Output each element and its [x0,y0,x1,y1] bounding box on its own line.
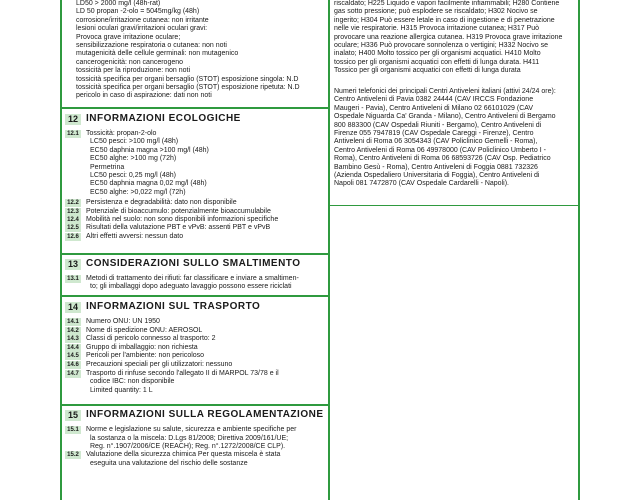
subsection-13-1 [62,275,328,283]
subsection-number: 13.1 [65,275,81,283]
subsection-number: 15.2 [65,451,81,459]
tox-line: tossicità specifica per organi bersaglio (STOT) esposizione ripetuta: N.D [76,84,300,92]
eco-line: EC50 daphnia magna >100 mg/l (48h) [90,146,209,154]
right-column-divider [328,205,578,206]
hazard-line: riscaldato; H225 Liquido e vapori facilmente infiammabili; H280 Contiene [334,0,560,7]
section-14 [62,300,328,395]
tox-line: sensibilizzazione respiratoria o cutanea: non noti [76,42,227,50]
tox-line: LD 50 propan -2-olo = 5045mg/kg (48h) [76,8,200,16]
hazard-statements [334,0,574,76]
subsection-text: Persistenza e degradabilità: dato non disponibile [86,199,237,207]
subsection-15-2 [62,451,328,460]
section-12-header [62,112,328,126]
subsection-number: 12.4 [65,216,81,224]
tox-line: lesioni oculari gravi/irritazioni oculari gravi: [76,25,208,33]
subsection-number: 14.4 [65,344,81,352]
subsection-12-3 [62,208,328,216]
subsection-12-2 [62,199,328,207]
tox-line: tossicità specifica per organi bersaglio (STOT) esposizione singola: N.D [76,75,299,83]
section-number: 15 [65,410,81,421]
subsection-text: Norme e legislazione su salute, sicurezza e ambiente specifiche per [86,426,297,433]
subsection-number: 14.1 [65,318,81,326]
eco-line: LC50 pesci: 0,25 mg/l (48h) [90,172,176,180]
poison-center-line: Centro Antiveleni di Roma 06 49978000 (CAV Policlinico Umberto I - [334,146,546,154]
subsection-text: Nome di spedizione ONU: AEROSOL [86,326,203,334]
subsection-14-3 [62,335,328,344]
poison-center-line: (Azienda Ospedaliero Universitaria di Foggia), Centro Antiveleni di [334,172,540,180]
subsection-15-1 [62,426,328,435]
subsection-text: Trasporto di rinfuse secondo l'allegato II di MARPOL 73/78 e il [86,369,279,377]
eco-line: LC50 pesci: >100 mg/l (48h) [90,138,179,146]
section-title: INFORMAZIONI SULLA REGOLAMENTAZIONE [86,409,324,420]
tox-line: cancerogenicità: non cancerogeno [76,58,184,66]
hazard-line: ingerito; H304 Può essere letale in caso di ingestione e di penetrazione [334,16,555,24]
disposal-line: to; gli imballaggi dopo adeguato lavaggio possono essere riciclati [90,283,292,291]
eco-line: EC50 alghe: >100 mg (72h) [90,155,177,163]
subsection-14-4 [62,344,328,353]
section-13 [62,257,328,292]
hazard-line: gas sotto pressione; può esplodere se riscaldato; H302 Nocivo se [334,8,538,16]
transport-line: Limited quantity: 1 L [90,386,153,394]
section-number: 12 [65,114,81,125]
subsection-number: 14.6 [65,361,81,369]
tox-line: Provoca grave irritazione oculare; [76,33,181,41]
subsection-number: 12.1 [65,130,81,138]
section-title: CONSIDERAZIONI SULLO SMALTIMENTO [86,258,301,269]
subsection-14-7 [62,370,328,379]
poison-centers [334,88,574,189]
transport-line: codice IBC: non disponibile [90,378,175,386]
subsection-number: 12.3 [65,208,81,216]
subsection-text: Precauzioni speciali per gli utilizzatori: nessuno [86,360,233,368]
left-column [60,0,330,500]
section-title: INFORMAZIONI SUL TRASPORTO [86,301,261,312]
poison-center-line: Roma), Centro Antiveleni di Roma 06 68593726 (CAV Osp. Pediatrico [334,155,551,163]
hazard-line: nelle vie respiratorie. H315 Provoca irritazione cutanea; H317 Può [334,25,540,33]
subsection-number: 14.7 [65,370,81,378]
section-divider [62,107,328,109]
hazard-line: inalato; H400 Molto tossico per gli organismi acquatici. H410 Molto [334,50,541,58]
regulation-line: la sostanza o la miscela: D.Lgs 81/2008; Direttiva 2009/161/UE; [90,434,289,442]
section-divider [62,295,328,297]
poison-center-line: Numeri telefonici dei principali Centri Antiveleni italiani (attivi 24/24 ore): [334,88,556,95]
subsection-number: 12.6 [65,233,81,241]
section-divider [62,253,328,255]
subsection-text: Altri effetti avversi: nessun dato [86,232,184,240]
subsection-text: Gruppo di imballaggio: non richiesta [86,343,198,351]
subsection-number: 12.5 [65,224,81,232]
subsection-12-1 [62,130,328,138]
section-14-header [62,300,328,314]
subsection-text: Mobilità nel suolo: non sono disponibili informazioni specifiche [86,216,279,224]
poison-center-line: Maugeri - Pavia), Centro Antiveleni di Milano 02 66101029 (CAV [334,104,534,112]
tox-line: pericolo in caso di aspirazione: dati non noti [76,92,212,100]
subsection-number: 14.5 [65,352,81,360]
subsection-number: 15.1 [65,426,81,434]
regulation-line: Reg. n°.1907/2006/CE (REACH); Reg. n°.1272/2008/CE CLP). [90,443,286,450]
subsection-14-2 [62,327,328,336]
eco-line: EC50 daphnia magna 0,02 mg/l (48h) [90,180,207,188]
section-15 [62,408,328,468]
subsection-14-6 [62,361,328,370]
tox-line: mutagenicità delle cellule germinali: non mutagenico [76,50,239,58]
subsection-text: Potenziale di bioaccumulo: potenzialmente bioaccumulabile [86,207,271,215]
hazard-line: tossico per gli organismi acquatici con effetti di lunga durata. H411 [334,58,540,66]
hazard-line: oculare; H336 Può provocare sonnolenza o vertigini; H332 Nocivo se [334,42,549,50]
poison-center-line: Antiveleni di Roma 06 3054343 (CAV Policlinico Gemelli - Roma), [334,138,538,146]
subsection-text: Classi di pericolo connesso al trasporto: 2 [86,335,216,343]
section-15-header [62,408,328,422]
subsection-text: Risultati della valutazione PBT e vPvB: assenti PBT e vPvB [86,224,271,232]
subsection-14-5 [62,352,328,361]
poison-center-line: Napoli 081 7472870 (CAV Ospedale Cardarelli - Napoli). [334,180,509,188]
tox-line: corrosione/irritazione cutanea: non irritante [76,16,209,24]
subsection-number: 14.2 [65,327,81,335]
poison-center-line: Ospedale Niguarda Ca' Granda - Milano), Centro Antiveleni di Bergamo [334,113,556,121]
poison-center-line: Firenze 055 7947819 (CAV Ospedale Careggi - Firenze), Centro [334,130,534,138]
subsection-text: Numero ONU: UN 1950 [86,318,160,325]
subsection-text: Valutazione della sicurezza chimica Per questa miscela è stata [86,451,281,459]
subsection-number: 14.3 [65,335,81,343]
section-number: 13 [65,259,81,270]
hazard-line: provocare una reazione allergica cutanea. H319 Provoca grave irritazione [334,33,563,41]
subsection-12-6 [62,233,328,241]
subsection-number: 12.2 [65,199,81,207]
subsection-14-1 [62,318,328,327]
subsection-12-4 [62,216,328,224]
hazard-line: Tossico per gli organismi acquatici con effetti di lunga durata [334,67,521,75]
poison-center-line: 800 883300 (CAV Ospedali Riuniti - Bergamo), Centro Antiveleni di [334,121,542,129]
section-13-header [62,257,328,271]
tox-line: tossicità per la riproduzione: non noti [76,67,191,75]
poison-center-line: Bambino Gesù - Roma), Centro Antiveleni di Foggia 0881 732326 [334,163,538,171]
section-12 [62,112,328,241]
section-title: INFORMAZIONI ECOLOGICHE [86,113,241,124]
subsection-text: Metodi di trattamento dei rifiuti: far classificare e inviare a smaltimen- [86,275,299,282]
eco-line: EC50 alghe: >0,022 mg/l (72h) [90,188,186,196]
eco-line: Permetrina [90,163,125,171]
poison-center-line: Centro Antiveleni di Pavia 0382 24444 (CAV IRCCS Fondazione [334,96,534,104]
subsection-text: Tossicità: propan-2-olo [86,130,157,137]
subsection-text: Pericoli per l'ambiente: non pericoloso [86,352,205,360]
section-divider [62,404,328,406]
regulation-line: eseguita una valutazione del rischio delle sostanze [90,460,248,467]
toxicology-continued [62,0,328,101]
tox-line: LD50 > 2000 mg/l (48h-rat) [76,0,161,7]
section-number: 14 [65,302,81,313]
subsection-12-5 [62,224,328,232]
